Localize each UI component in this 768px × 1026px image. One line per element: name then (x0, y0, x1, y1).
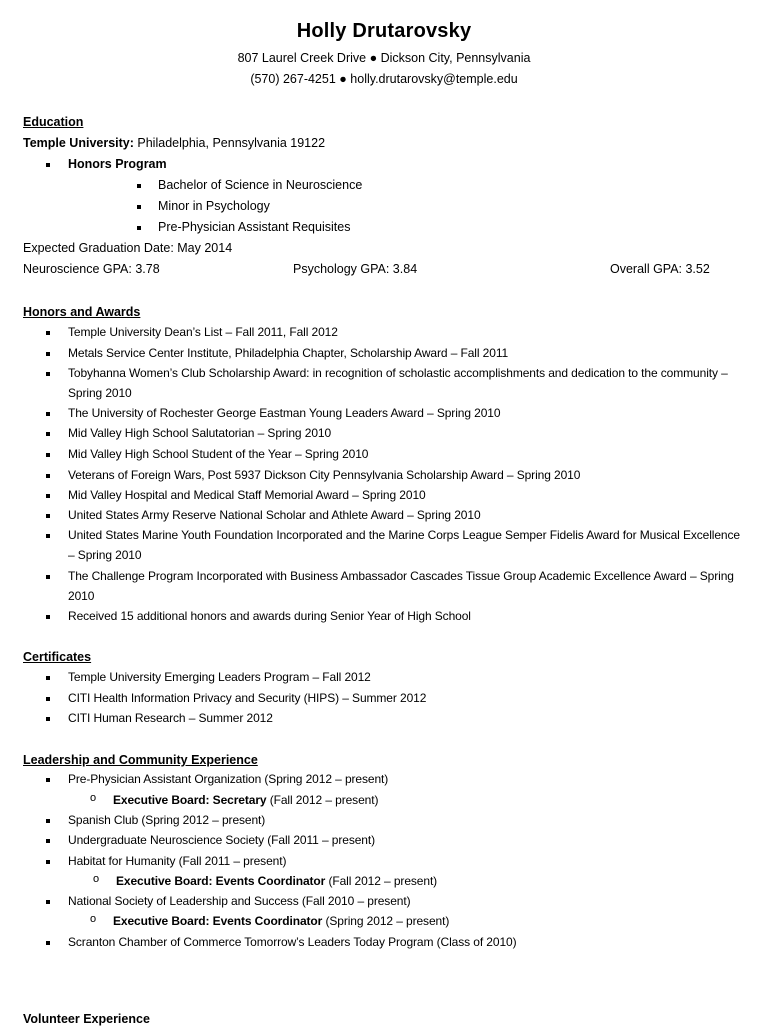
bullet-square-icon (46, 676, 50, 680)
bullet-square-icon (46, 514, 50, 518)
bullet-square-icon (46, 474, 50, 478)
award-item: Mid Valley High School Salutatorian – Spring 2010 (68, 426, 332, 440)
award-item: Mid Valley High School Student of the Year – Spring 2010 (68, 447, 369, 461)
graduation-date: Expected Graduation Date: May 2014 (23, 241, 233, 255)
candidate-name: Holly Drutarovsky (296, 20, 472, 42)
gpa-overall: Overall GPA: 3.52 (610, 262, 710, 276)
honors-program: Honors Program (68, 157, 167, 171)
bullet-circle-icon: o (90, 792, 97, 804)
award-item: United States Army Reserve National Scholar and Athlete Award – Spring 2010 (68, 508, 481, 522)
bullet-square-icon (46, 900, 50, 904)
bullet-square-icon (46, 163, 50, 167)
award-item: Received 15 additional honors and awards during Senior Year of High School (68, 609, 471, 623)
award-item: Veterans of Foreign Wars, Post 5937 Dickson City Pennsylvania Scholarship Award – Spring 2010 (68, 468, 581, 482)
role-title: Executive Board: Events Coordinator (113, 914, 323, 928)
bullet-square-icon (46, 941, 50, 945)
award-item: The Challenge Program Incorporated with Business Ambassador Cascades Tissue Group Academic Excellence Award – Spring 2010 (68, 569, 734, 603)
minor-item: Minor in Psychology (158, 199, 270, 213)
education-heading: Education (23, 115, 84, 129)
award-item: The University of Rochester George Eastman Young Leaders Award – Spring 2010 (68, 406, 501, 420)
role-title: Executive Board: Secretary (113, 793, 267, 807)
address-line: 807 Laurel Creek Drive ● Dickson City, Pennsylvania (237, 51, 531, 65)
leadership-subitem (113, 914, 449, 928)
certificate-item: CITI Human Research – Summer 2012 (68, 711, 273, 725)
bullet-square-icon (137, 205, 141, 209)
bullet-square-icon (46, 860, 50, 864)
certificate-item: CITI Health Information Privacy and Security (HIPS) – Summer 2012 (68, 691, 427, 705)
award-item: Mid Valley Hospital and Medical Staff Memorial Award – Spring 2010 (68, 488, 426, 502)
leadership-heading: Leadership and Community Experience (23, 753, 258, 767)
bullet-square-icon (46, 453, 50, 457)
bullet-square-icon (137, 226, 141, 230)
honors-heading: Honors and Awards (23, 305, 141, 319)
volunteer-heading: Volunteer Experience (23, 1012, 150, 1026)
bullet-square-icon (46, 534, 50, 538)
leadership-subitem (116, 874, 437, 888)
award-item: Metals Service Center Institute, Philadelphia Chapter, Scholarship Award – Fall 2011 (68, 346, 509, 360)
award-item: United States Marine Youth Foundation Incorporated and the Marine Corps League Semper Fidelis Award for Musical Excellence – Spring 2010 (68, 528, 740, 562)
bullet-square-icon (46, 615, 50, 619)
award-item: Temple University Dean’s List – Fall 2011, Fall 2012 (68, 325, 338, 339)
bullet-square-icon (46, 819, 50, 823)
bullet-square-icon (46, 331, 50, 335)
leadership-item: Undergraduate Neuroscience Society (Fall 2011 – present) (68, 833, 376, 847)
leadership-subitem (113, 793, 378, 807)
role-date: (Fall 2012 – present) (266, 793, 379, 807)
bullet-square-icon (46, 352, 50, 356)
bullet-square-icon (137, 184, 141, 188)
bullet-square-icon (46, 575, 50, 579)
school-name: Temple University: (23, 136, 134, 150)
leadership-item: Habitat for Humanity (Fall 2011 – present) (68, 854, 287, 868)
requisites-item: Pre-Physician Assistant Requisites (158, 220, 351, 234)
bullet-square-icon (46, 412, 50, 416)
role-date: (Spring 2012 – present) (322, 914, 450, 928)
leadership-item: Scranton Chamber of Commerce Tomorrow’s Leaders Today Program (Class of 2010) (68, 935, 517, 949)
certificates-heading: Certificates (23, 650, 92, 664)
gpa-psychology: Psychology GPA: 3.84 (293, 262, 418, 276)
role-date: (Fall 2012 – present) (325, 874, 438, 888)
certificate-item: Temple University Emerging Leaders Program – Fall 2012 (68, 670, 371, 684)
bullet-square-icon (46, 839, 50, 843)
bullet-square-icon (46, 432, 50, 436)
role-title: Executive Board: Events Coordinator (116, 874, 326, 888)
award-item: Tobyhanna Women’s Club Scholarship Award: in recognition of scholastic accomplishments and dedication to the community – Spring 2010 (68, 366, 728, 400)
gpa-neuroscience: Neuroscience GPA: 3.78 (23, 262, 160, 276)
leadership-item: National Society of Leadership and Success (Fall 2010 – present) (68, 894, 411, 908)
leadership-item: Spanish Club (Spring 2012 – present) (68, 813, 266, 827)
school-location: Philadelphia, Pennsylvania 19122 (133, 136, 326, 150)
bullet-circle-icon: o (90, 913, 97, 925)
bullet-square-icon (46, 372, 50, 376)
contact-line: (570) 267-4251 ● holly.drutarovsky@temple.edu (250, 72, 518, 86)
school-line (23, 136, 325, 150)
bullet-square-icon (46, 778, 50, 782)
bullet-square-icon (46, 697, 50, 701)
bullet-square-icon (46, 717, 50, 721)
degree-item: Bachelor of Science in Neuroscience (158, 178, 363, 192)
leadership-item: Pre-Physician Assistant Organization (Spring 2012 – present) (68, 772, 389, 786)
bullet-circle-icon: o (93, 873, 100, 885)
bullet-square-icon (46, 494, 50, 498)
